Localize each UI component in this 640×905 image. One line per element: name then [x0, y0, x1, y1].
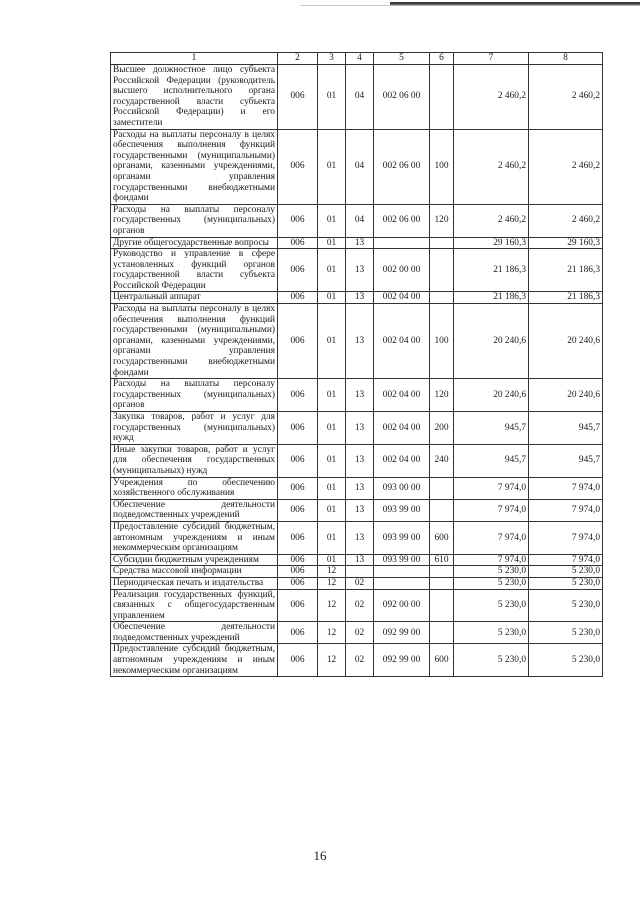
section-code-cell: 01 — [318, 444, 346, 477]
ministry-code-cell: 006 — [278, 292, 318, 304]
subsection-code-cell: 13 — [346, 249, 374, 292]
ministry-code-cell: 006 — [278, 566, 318, 578]
page-number: 16 — [313, 848, 327, 863]
ministry-code-cell: 006 — [278, 65, 318, 130]
ministry-code-cell: 006 — [278, 444, 318, 477]
item-name-cell: Другие общегосударственные вопросы — [111, 237, 278, 249]
ministry-code-cell: 006 — [278, 249, 318, 292]
ministry-code-cell: 006 — [278, 644, 318, 677]
target-article-cell: 092 99 00 — [374, 644, 430, 677]
subsection-code-cell: 13 — [346, 499, 374, 521]
amount-cell: 20 240,6 — [454, 304, 529, 379]
amount-cell: 5 230,0 — [529, 589, 603, 622]
expense-type-cell: 120 — [430, 379, 454, 412]
item-name-cell: Учреждения по обеспечению хозяйственного обслуживания — [111, 477, 278, 499]
section-code-cell: 12 — [318, 577, 346, 589]
section-code-cell: 12 — [318, 644, 346, 677]
table-row — [111, 237, 603, 249]
target-article-cell: 092 99 00 — [374, 622, 430, 644]
expense-type-cell — [430, 622, 454, 644]
table-row — [111, 644, 603, 677]
expense-type-cell: 200 — [430, 412, 454, 445]
ministry-code-cell: 006 — [278, 499, 318, 521]
table-row — [111, 249, 603, 292]
target-article-cell: 093 99 00 — [374, 499, 430, 521]
expense-type-cell — [430, 477, 454, 499]
section-code-cell: 01 — [318, 204, 346, 237]
section-code-cell: 01 — [318, 379, 346, 412]
table-row — [111, 304, 603, 379]
expense-type-cell — [430, 566, 454, 578]
item-name-cell: Высшее должностное лицо субъекта Российской Федерации (руководитель высшего исполнительного органа государственной власти субъекта Российской Федерации) и его заместители — [111, 65, 278, 130]
item-name-cell: Расходы на выплаты персоналу государственных (муниципальных) органов — [111, 204, 278, 237]
header-cell: 4 — [346, 53, 374, 65]
ministry-code-cell: 006 — [278, 129, 318, 204]
ministry-code-cell: 006 — [278, 622, 318, 644]
subsection-code-cell: 04 — [346, 129, 374, 204]
section-code-cell: 01 — [318, 554, 346, 566]
expense-type-cell: 600 — [430, 521, 454, 554]
header-cell: 1 — [111, 53, 278, 65]
expense-type-cell — [430, 237, 454, 249]
ministry-code-cell: 006 — [278, 554, 318, 566]
table-row — [111, 444, 603, 477]
table-row — [111, 499, 603, 521]
expense-type-cell: 600 — [430, 644, 454, 677]
amount-cell: 7 974,0 — [529, 499, 603, 521]
amount-cell: 7 974,0 — [454, 554, 529, 566]
amount-cell: 2 460,2 — [529, 129, 603, 204]
amount-cell: 21 186,3 — [529, 292, 603, 304]
expense-type-cell: 610 — [430, 554, 454, 566]
amount-cell: 7 974,0 — [529, 477, 603, 499]
table-body — [111, 53, 603, 677]
item-name-cell: Иные закупки товаров, работ и услуг для обеспечения государственных (муниципальных) нужд — [111, 444, 278, 477]
amount-cell: 29 160,3 — [454, 237, 529, 249]
expense-type-cell: 100 — [430, 304, 454, 379]
amount-cell: 5 230,0 — [529, 577, 603, 589]
subsection-code-cell: 13 — [346, 521, 374, 554]
target-article-cell: 002 06 00 — [374, 204, 430, 237]
amount-cell: 5 230,0 — [454, 622, 529, 644]
amount-cell: 20 240,6 — [529, 379, 603, 412]
ministry-code-cell: 006 — [278, 477, 318, 499]
amount-cell: 7 974,0 — [454, 477, 529, 499]
item-name-cell: Реализация государственных функций, связанных с общегосударственным управлением — [111, 589, 278, 622]
subsection-code-cell: 02 — [346, 622, 374, 644]
section-code-cell: 01 — [318, 304, 346, 379]
amount-cell: 945,7 — [529, 444, 603, 477]
section-code-cell: 12 — [318, 566, 346, 578]
subsection-code-cell: 13 — [346, 444, 374, 477]
table-row — [111, 554, 603, 566]
table-row — [111, 622, 603, 644]
subsection-code-cell: 02 — [346, 644, 374, 677]
amount-cell: 21 186,3 — [454, 292, 529, 304]
item-name-cell: Периодическая печать и издательства — [111, 577, 278, 589]
target-article-cell: 093 99 00 — [374, 521, 430, 554]
table-row — [111, 566, 603, 578]
expense-type-cell — [430, 249, 454, 292]
target-article-cell: 092 00 00 — [374, 589, 430, 622]
amount-cell: 20 240,6 — [454, 379, 529, 412]
expense-type-cell: 100 — [430, 129, 454, 204]
item-name-cell: Субсидии бюджетным учреждениям — [111, 554, 278, 566]
target-article-cell: 002 04 00 — [374, 379, 430, 412]
section-code-cell: 12 — [318, 622, 346, 644]
subsection-code-cell: 04 — [346, 65, 374, 130]
target-article-cell: 093 99 00 — [374, 554, 430, 566]
subsection-code-cell: 13 — [346, 304, 374, 379]
section-code-cell: 12 — [318, 589, 346, 622]
amount-cell: 21 186,3 — [454, 249, 529, 292]
scan-top-border-thin — [300, 5, 390, 6]
item-name-cell: Расходы на выплаты персоналу государственных (муниципальных) органов — [111, 379, 278, 412]
expense-type-cell — [430, 589, 454, 622]
target-article-cell: 002 00 00 — [374, 249, 430, 292]
item-name-cell: Предоставление субсидий бюджетным, автономным учреждениям и иным некоммерческим организациям — [111, 521, 278, 554]
expense-type-cell: 240 — [430, 444, 454, 477]
item-name-cell: Центральный аппарат — [111, 292, 278, 304]
subsection-code-cell: 13 — [346, 477, 374, 499]
table-row — [111, 65, 603, 130]
subsection-code-cell: 04 — [346, 204, 374, 237]
amount-cell: 5 230,0 — [529, 566, 603, 578]
table-row — [111, 204, 603, 237]
subsection-code-cell: 13 — [346, 379, 374, 412]
target-article-cell — [374, 566, 430, 578]
target-article-cell: 002 04 00 — [374, 412, 430, 445]
table-row — [111, 379, 603, 412]
table-row — [111, 129, 603, 204]
target-article-cell — [374, 237, 430, 249]
header-cell: 6 — [430, 53, 454, 65]
expense-type-cell — [430, 499, 454, 521]
table-row — [111, 521, 603, 554]
amount-cell: 5 230,0 — [529, 622, 603, 644]
target-article-cell: 002 04 00 — [374, 304, 430, 379]
item-name-cell: Обеспечение деятельности подведомственных учреждений — [111, 499, 278, 521]
section-code-cell: 01 — [318, 412, 346, 445]
target-article-cell: 093 00 00 — [374, 477, 430, 499]
expense-type-cell — [430, 292, 454, 304]
amount-cell: 5 230,0 — [529, 644, 603, 677]
section-code-cell: 01 — [318, 521, 346, 554]
amount-cell: 945,7 — [454, 412, 529, 445]
header-cell: 8 — [529, 53, 603, 65]
section-code-cell: 01 — [318, 292, 346, 304]
expense-type-cell — [430, 577, 454, 589]
amount-cell: 29 160,3 — [529, 237, 603, 249]
amount-cell: 7 974,0 — [529, 554, 603, 566]
amount-cell: 5 230,0 — [454, 589, 529, 622]
amount-cell: 945,7 — [529, 412, 603, 445]
item-name-cell: Расходы на выплаты персоналу в целях обеспечения выполнения функций государственными (муниципальными) органами, казенными учреждениями, органами управления государственными внебюджетными фондами — [111, 304, 278, 379]
amount-cell: 7 974,0 — [454, 521, 529, 554]
expense-type-cell: 120 — [430, 204, 454, 237]
subsection-code-cell: 02 — [346, 589, 374, 622]
table-row — [111, 292, 603, 304]
amount-cell: 5 230,0 — [454, 644, 529, 677]
scan-top-border — [390, 2, 640, 6]
subsection-code-cell — [346, 566, 374, 578]
section-code-cell: 01 — [318, 477, 346, 499]
amount-cell: 2 460,2 — [454, 65, 529, 130]
amount-cell: 2 460,2 — [454, 129, 529, 204]
table-row — [111, 412, 603, 445]
ministry-code-cell: 006 — [278, 237, 318, 249]
table-row — [111, 577, 603, 589]
item-name-cell: Предоставление субсидий бюджетным, автономным учреждениям и иным некоммерческим организациям — [111, 644, 278, 677]
ministry-code-cell: 006 — [278, 412, 318, 445]
ministry-code-cell: 006 — [278, 304, 318, 379]
amount-cell: 945,7 — [454, 444, 529, 477]
ministry-code-cell: 006 — [278, 589, 318, 622]
amount-cell: 2 460,2 — [454, 204, 529, 237]
ministry-code-cell: 006 — [278, 521, 318, 554]
target-article-cell: 002 06 00 — [374, 129, 430, 204]
header-cell: 3 — [318, 53, 346, 65]
header-cell: 7 — [454, 53, 529, 65]
section-code-cell: 01 — [318, 237, 346, 249]
item-name-cell: Руководство и управление в сфере установленных функций органов государственной власти субъекта Российской Федерации — [111, 249, 278, 292]
subsection-code-cell: 02 — [346, 577, 374, 589]
expense-type-cell — [430, 65, 454, 130]
item-name-cell: Расходы на выплаты персоналу в целях обеспечения выполнения функций государственными (муниципальными) органами, казенными учреждениями, органами управления государственными внебюджетными фондами — [111, 129, 278, 204]
amount-cell: 5 230,0 — [454, 566, 529, 578]
subsection-code-cell: 13 — [346, 292, 374, 304]
amount-cell: 7 974,0 — [529, 521, 603, 554]
header-cell: 2 — [278, 53, 318, 65]
target-article-cell — [374, 577, 430, 589]
section-code-cell: 01 — [318, 249, 346, 292]
subsection-code-cell: 13 — [346, 237, 374, 249]
subsection-code-cell: 13 — [346, 554, 374, 566]
amount-cell: 20 240,6 — [529, 304, 603, 379]
item-name-cell: Средства массовой информации — [111, 566, 278, 578]
section-code-cell: 01 — [318, 129, 346, 204]
amount-cell: 2 460,2 — [529, 204, 603, 237]
table-row — [111, 589, 603, 622]
amount-cell: 5 230,0 — [454, 577, 529, 589]
target-article-cell: 002 04 00 — [374, 292, 430, 304]
subsection-code-cell: 13 — [346, 412, 374, 445]
table-header-row — [111, 53, 603, 65]
amount-cell: 7 974,0 — [454, 499, 529, 521]
section-code-cell: 01 — [318, 65, 346, 130]
amount-cell: 21 186,3 — [529, 249, 603, 292]
target-article-cell: 002 06 00 — [374, 65, 430, 130]
table-row — [111, 477, 603, 499]
item-name-cell: Обеспечение деятельности подведомственных учреждений — [111, 622, 278, 644]
section-code-cell: 01 — [318, 499, 346, 521]
target-article-cell: 002 04 00 — [374, 444, 430, 477]
amount-cell: 2 460,2 — [529, 65, 603, 130]
budget-table — [110, 52, 603, 677]
item-name-cell: Закупка товаров, работ и услуг для государственных (муниципальных) нужд — [111, 412, 278, 445]
ministry-code-cell: 006 — [278, 204, 318, 237]
ministry-code-cell: 006 — [278, 577, 318, 589]
ministry-code-cell: 006 — [278, 379, 318, 412]
header-cell: 5 — [374, 53, 430, 65]
